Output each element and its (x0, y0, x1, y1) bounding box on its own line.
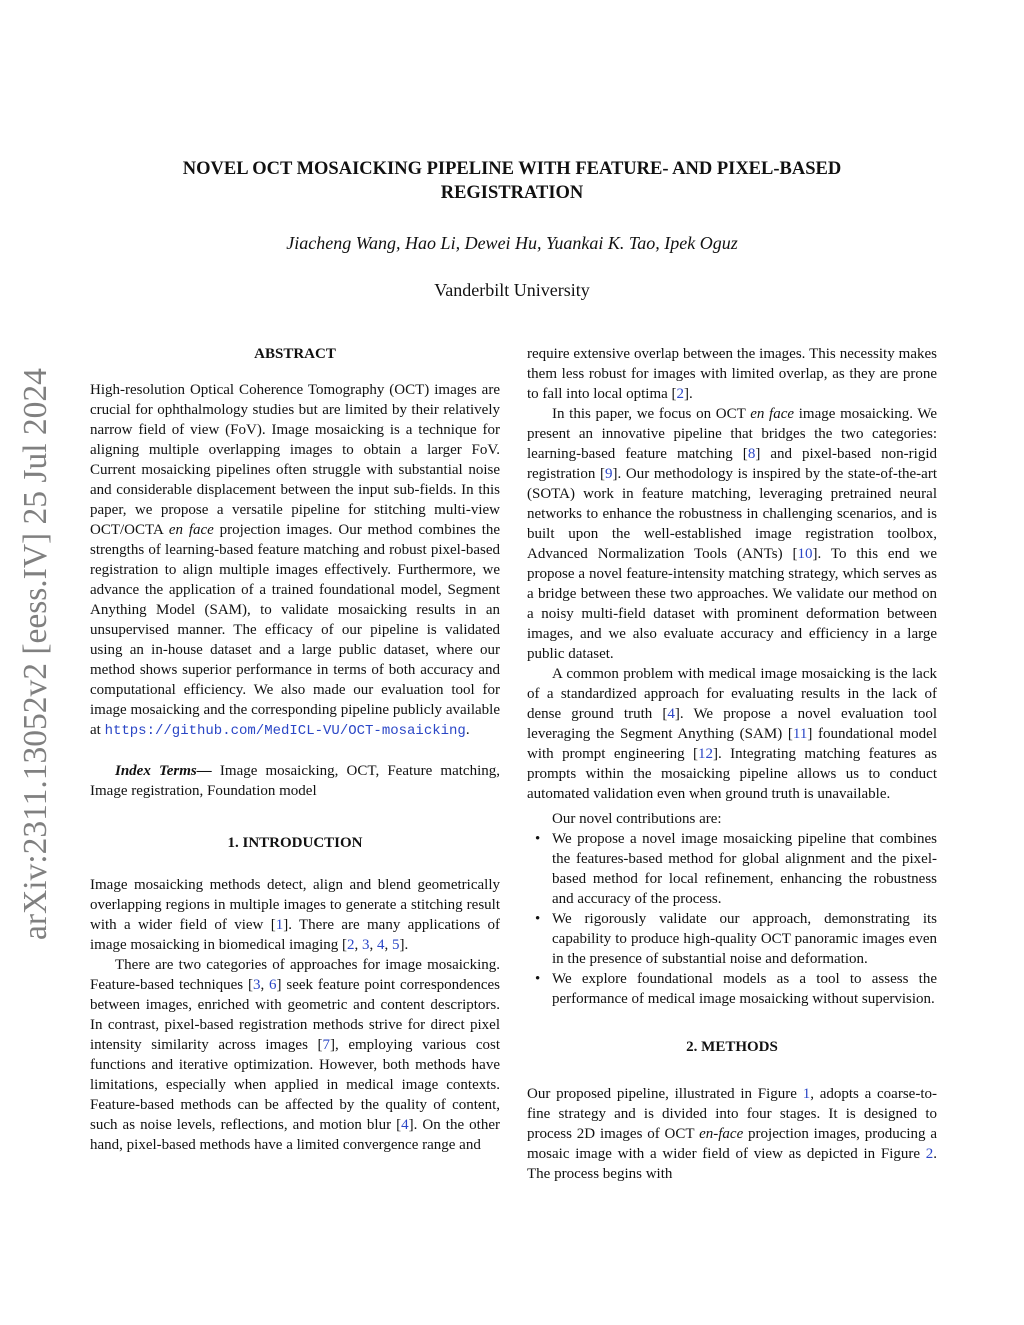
figure-link[interactable]: 1 (802, 1086, 811, 1102)
citation-link[interactable]: 4 (377, 937, 385, 953)
repo-link[interactable]: https://github.com/MedICL-VU/OCT-mosaicking (104, 723, 466, 739)
citation-link[interactable]: 3 (252, 977, 261, 993)
citation-link[interactable]: 2 (676, 386, 685, 402)
citation-link[interactable]: 3 (362, 937, 370, 953)
citation-link[interactable]: 10 (797, 546, 813, 562)
paper-title-line-2: REGISTRATION (440, 183, 584, 203)
citation-link[interactable]: 5 (392, 937, 400, 953)
introduction-heading: 1. INTRODUCTION (227, 835, 363, 851)
intro-paragraph-2-continued: require extensive overlap between the images. This necessity makes them less robust for images with limited overlap, as they are prone to fall into local optima [2]. (527, 346, 937, 402)
right-column (527, 344, 937, 1184)
contributions-intro: Our novel contributions are: (552, 811, 722, 827)
affiliation: Vanderbilt University (434, 280, 590, 300)
index-terms: Index Terms— Image mosaicking, OCT, Feature matching, Image registration, Foundation model (90, 763, 501, 799)
citation-link[interactable]: 4 (667, 706, 675, 722)
bullet-icon: • (535, 911, 541, 927)
list-item: • We propose a novel image mosaicking pipeline that combines the features-based method for global alignment and the pixel-based method for local refinement, enhancing the robustness and accuracy of the process. (535, 831, 937, 907)
paper-title (112, 157, 912, 205)
intro-paragraph-1: Image mosaicking methods detect, align and blend geometrically overlapping regions in multiple images to generate a stitching result with a wider field of view [1]. There are many applications of image mosaicking in biomedical imaging [2, 3, 4, 5]. (90, 877, 500, 953)
citation-link[interactable]: 1 (275, 917, 284, 933)
left-column (90, 344, 500, 1155)
intro-paragraph-3: In this paper, we focus on OCT en face image mosaicking. We present an innovative pipeline that bridges the two categories: learning-based feature matching [8] and pixel-based non-rigid registration [9]. Our methodology is inspired by the state-of-the-art (SOTA) work in feature matching, leveraging pretrained neural networks to enhance the robustness in challenging scenarios, and is built upon the well-established image registration toolbox, Advanced Normalization Tools (ANTs) [10]. To this end we propose a novel feature-intensity matching strategy, which serves as a bridge between these two approaches. We validate our method on a noisy multi-field dataset with prominent deformation between images, and we also evaluate accuracy and efficiency in a large public dataset. (527, 406, 938, 662)
intro-paragraph-4: A common problem with medical image mosaicking is the lack of a standardized approach for evaluating results in the lack of dense ground truth [4]. We propose a novel evaluation tool leveraging the Segment Anything (SAM) [11] foundational model with prompt engineering [12]. Integrating matching features as prompts within the mosaicking pipeline allows us to conduct automated validation even when ground truth is unavailable. (527, 666, 937, 802)
citation-link[interactable]: 12 (698, 746, 714, 762)
abstract-heading: ABSTRACT (254, 346, 336, 362)
author-list: Jiacheng Wang, Hao Li, Dewei Hu, Yuankai K. Tao, Ipek Oguz (286, 233, 738, 253)
figure-link[interactable]: 2 (925, 1146, 934, 1162)
arxiv-identifier: arXiv:2311.13052v2 [eess.IV] 25 Jul 2024 (17, 368, 54, 940)
intro-paragraph-2: There are two categories of approaches for image mosaicking. Feature-based techniques [3, 6] seek feature point correspondences between images, enriched with geometric and content descriptors. In contrast, pixel-based registration methods strive for direct pixel intensity similarity across images [7], employing various cost functions and iterative optimization. However, both methods have limitations, especially when applied in medical image contexts. Feature-based methods can be affected by the quality of content, such as noise levels, reflections, and motion blur [4]. On the other hand, pixel-based methods have a limited convergence range and (90, 957, 501, 1153)
citation-link[interactable]: 2 (347, 937, 355, 953)
methods-heading: 2. METHODS (686, 1039, 778, 1055)
bullet-icon: • (535, 971, 541, 987)
methods-paragraph: Our proposed pipeline, illustrated in Figure 1, adopts a coarse-to-fine strategy and is divided into four stages. It is designed to process 2D images of OCT en-face projection images, producing a mosaic image with a wider field of view as depicted in Figure 2. The process begins with (527, 1086, 938, 1182)
bullet-icon: • (535, 831, 541, 847)
list-item: • We rigorously validate our approach, demonstrating its capability to produce high-quality OCT panoramic images even in the presence of substantial noise and deformation. (535, 911, 937, 967)
citation-link[interactable]: 8 (747, 446, 756, 462)
paper-title-line-1: NOVEL OCT MOSAICKING PIPELINE WITH FEATURE- AND PIXEL-BASED (182, 159, 842, 179)
citation-link[interactable]: 7 (322, 1037, 330, 1053)
list-item: • We explore foundational models as a tool to assess the performance of medical image mosaicking without supervision. (535, 971, 937, 1007)
contributions-list (527, 829, 937, 1009)
citation-link[interactable]: 6 (269, 977, 277, 993)
index-terms-label: Index Terms— (115, 763, 212, 779)
citation-link[interactable]: 9 (604, 466, 613, 482)
abstract-text: High-resolution Optical Coherence Tomography (OCT) images are crucial for ophthalmology studies but are limited by their relatively narrow field of view (FoV). Image mosaicking is a technique for aligning multiple overlapping images to obtain a larger FoV. Current mosaicking pipelines often struggle with substantial noise and considerable displacement between the input sub-fields. In this paper, we propose a versatile pipeline for stitching multi-view OCT/OCTA en face projection images. Our method combines the strengths of learning-based feature matching and robust pixel-based registration to align multiple images effectively. Furthermore, we advance the application of a trained foundational model, Segment Anything Model (SAM), to validate mosaicking results in an unsupervised manner. The efficacy of our pipeline is validated using an in-house dataset and a large public dataset, where our method shows superior performance in terms of both accuracy and computational efficiency. We also made our evaluation tool for image mosaicking and the corresponding pipeline publicly available at https://github.com/MedICL-VU/OCT-mosaicking. (90, 382, 501, 739)
citation-link[interactable]: 4 (401, 1117, 409, 1133)
citation-link[interactable]: 11 (792, 726, 808, 742)
